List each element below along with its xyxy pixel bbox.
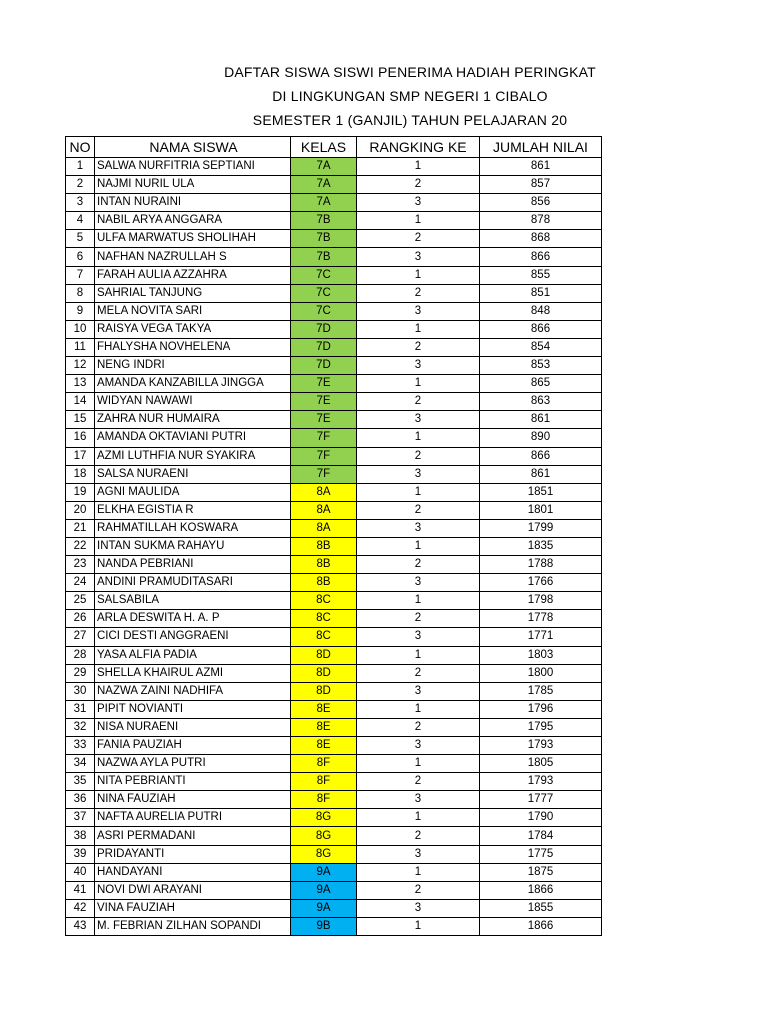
table-body [66, 158, 602, 936]
row-jumlah-nilai: 1800 [480, 664, 602, 682]
row-rangking: 1 [357, 429, 480, 447]
row-kelas: 8F [291, 791, 357, 809]
row-jumlah-nilai: 1795 [480, 718, 602, 736]
row-no: 31 [66, 700, 95, 718]
table-row [66, 176, 602, 194]
row-jumlah-nilai: 1796 [480, 700, 602, 718]
row-kelas: 8B [291, 574, 357, 592]
row-kelas: 7D [291, 320, 357, 338]
table-row [66, 447, 602, 465]
table-row [66, 827, 602, 845]
row-nama: NAJMI NURIL ULA [95, 176, 291, 194]
row-rangking: 1 [357, 320, 480, 338]
row-nama: ELKHA EGISTIA R [95, 501, 291, 519]
row-kelas: 7C [291, 302, 357, 320]
row-jumlah-nilai: 890 [480, 429, 602, 447]
row-nama: WIDYAN NAWAWI [95, 393, 291, 411]
row-no: 29 [66, 664, 95, 682]
table-row [66, 266, 602, 284]
table-row [66, 592, 602, 610]
table-row [66, 338, 602, 356]
row-no: 5 [66, 230, 95, 248]
header-rangking: RANGKING KE [357, 137, 480, 158]
row-kelas: 7B [291, 248, 357, 266]
table-row [66, 682, 602, 700]
row-rangking: 2 [357, 230, 480, 248]
title-line-3: SEMESTER 1 (GANJIL) TAHUN PELAJARAN 20 [252, 112, 568, 128]
row-jumlah-nilai: 1788 [480, 556, 602, 574]
row-no: 11 [66, 338, 95, 356]
row-jumlah-nilai: 1803 [480, 646, 602, 664]
table-row [66, 845, 602, 863]
row-no: 12 [66, 357, 95, 375]
row-no: 42 [66, 899, 95, 917]
table-row [66, 773, 602, 791]
row-rangking: 1 [357, 212, 480, 230]
row-nama: AGNI MAULIDA [95, 483, 291, 501]
row-no: 4 [66, 212, 95, 230]
table-row [66, 917, 602, 935]
row-no: 9 [66, 302, 95, 320]
row-kelas: 7C [291, 284, 357, 302]
row-nama: CICI DESTI ANGGRAENI [95, 628, 291, 646]
row-jumlah-nilai: 1793 [480, 737, 602, 755]
row-kelas: 8B [291, 537, 357, 555]
table-row [66, 429, 602, 447]
row-rangking: 3 [357, 248, 480, 266]
row-kelas: 8A [291, 483, 357, 501]
row-no: 41 [66, 881, 95, 899]
row-rangking: 2 [357, 284, 480, 302]
row-rangking: 1 [357, 483, 480, 501]
row-jumlah-nilai: 1785 [480, 682, 602, 700]
table-row [66, 899, 602, 917]
row-jumlah-nilai: 853 [480, 357, 602, 375]
row-kelas: 8C [291, 592, 357, 610]
table-row [66, 212, 602, 230]
row-rangking: 1 [357, 375, 480, 393]
row-rangking: 2 [357, 881, 480, 899]
row-jumlah-nilai: 1866 [480, 881, 602, 899]
row-jumlah-nilai: 1798 [480, 592, 602, 610]
row-nama: PIPIT NOVIANTI [95, 700, 291, 718]
row-no: 22 [66, 537, 95, 555]
row-jumlah-nilai: 855 [480, 266, 602, 284]
row-nama: SHELLA KHAIRUL AZMI [95, 664, 291, 682]
row-kelas: 7C [291, 266, 357, 284]
row-kelas: 7E [291, 375, 357, 393]
row-jumlah-nilai: 1778 [480, 610, 602, 628]
row-kelas: 9A [291, 899, 357, 917]
row-nama: VINA FAUZIAH [95, 899, 291, 917]
row-no: 25 [66, 592, 95, 610]
row-rangking: 2 [357, 176, 480, 194]
row-nama: RAISYA VEGA TAKYA [95, 320, 291, 338]
row-jumlah-nilai: 1866 [480, 917, 602, 935]
row-rangking: 2 [357, 773, 480, 791]
row-nama: INTAN SUKMA RAHAYU [95, 537, 291, 555]
row-no: 10 [66, 320, 95, 338]
row-no: 21 [66, 519, 95, 537]
row-no: 35 [66, 773, 95, 791]
row-kelas: 8G [291, 809, 357, 827]
row-jumlah-nilai: 1835 [480, 537, 602, 555]
row-kelas: 7F [291, 447, 357, 465]
row-jumlah-nilai: 1790 [480, 809, 602, 827]
row-rangking: 1 [357, 700, 480, 718]
row-nama: NAFHAN NAZRULLAH S [95, 248, 291, 266]
row-jumlah-nilai: 848 [480, 302, 602, 320]
title-line-1: DAFTAR SISWA SISWI PENERIMA HADIAH PERINGKAT [224, 64, 596, 80]
table-row [66, 556, 602, 574]
row-jumlah-nilai: 856 [480, 194, 602, 212]
row-no: 7 [66, 266, 95, 284]
row-no: 15 [66, 411, 95, 429]
row-rangking: 3 [357, 302, 480, 320]
row-rangking: 1 [357, 863, 480, 881]
row-rangking: 3 [357, 628, 480, 646]
table-row [66, 284, 602, 302]
row-nama: FANIA PAUZIAH [95, 737, 291, 755]
row-nama: ASRI PERMADANI [95, 827, 291, 845]
row-nama: NANDA PEBRIANI [95, 556, 291, 574]
row-kelas: 7A [291, 194, 357, 212]
row-nama: YASA ALFIA PADIA [95, 646, 291, 664]
row-rangking: 3 [357, 737, 480, 755]
row-kelas: 7F [291, 429, 357, 447]
row-nama: NAZWA AYLA PUTRI [95, 755, 291, 773]
row-no: 39 [66, 845, 95, 863]
table-row [66, 375, 602, 393]
title-line-2: DI LINGKUNGAN SMP NEGERI 1 CIBALO [272, 88, 548, 104]
row-nama: AMANDA KANZABILLA JINGGA [95, 375, 291, 393]
row-jumlah-nilai: 857 [480, 176, 602, 194]
row-rangking: 2 [357, 827, 480, 845]
table-row [66, 411, 602, 429]
row-jumlah-nilai: 868 [480, 230, 602, 248]
row-rangking: 3 [357, 411, 480, 429]
row-nama: NINA FAUZIAH [95, 791, 291, 809]
row-kelas: 8D [291, 682, 357, 700]
row-no: 20 [66, 501, 95, 519]
row-nama: NABIL ARYA ANGGARA [95, 212, 291, 230]
table-row [66, 158, 602, 176]
row-no: 36 [66, 791, 95, 809]
row-nama: AZMI LUTHFIA NUR SYAKIRA [95, 447, 291, 465]
header-nama-siswa: NAMA SISWA [95, 137, 291, 158]
row-jumlah-nilai: 1784 [480, 827, 602, 845]
row-rangking: 3 [357, 899, 480, 917]
row-rangking: 1 [357, 266, 480, 284]
document-header [0, 60, 603, 134]
row-nama: SALSABILA [95, 592, 291, 610]
row-rangking: 1 [357, 592, 480, 610]
row-no: 2 [66, 176, 95, 194]
row-kelas: 8C [291, 610, 357, 628]
row-nama: FHALYSHA NOVHELENA [95, 338, 291, 356]
row-kelas: 7B [291, 230, 357, 248]
table-row [66, 320, 602, 338]
table-row [66, 809, 602, 827]
row-jumlah-nilai: 1875 [480, 863, 602, 881]
row-jumlah-nilai: 1775 [480, 845, 602, 863]
row-no: 34 [66, 755, 95, 773]
header-no: NO [66, 137, 95, 158]
table-row [66, 248, 602, 266]
row-rangking: 1 [357, 537, 480, 555]
row-no: 38 [66, 827, 95, 845]
row-jumlah-nilai: 863 [480, 393, 602, 411]
row-rangking: 3 [357, 845, 480, 863]
row-nama: FARAH AULIA AZZAHRA [95, 266, 291, 284]
row-no: 30 [66, 682, 95, 700]
table-row [66, 755, 602, 773]
row-kelas: 7A [291, 158, 357, 176]
row-jumlah-nilai: 1855 [480, 899, 602, 917]
row-kelas: 8A [291, 501, 357, 519]
row-kelas: 8A [291, 519, 357, 537]
row-no: 6 [66, 248, 95, 266]
row-jumlah-nilai: 861 [480, 411, 602, 429]
row-jumlah-nilai: 878 [480, 212, 602, 230]
row-kelas: 9B [291, 917, 357, 935]
row-nama: MELA NOVITA SARI [95, 302, 291, 320]
row-nama: AMANDA OKTAVIANI PUTRI [95, 429, 291, 447]
row-kelas: 7B [291, 212, 357, 230]
row-nama: ANDINI PRAMUDITASARI [95, 574, 291, 592]
row-rangking: 3 [357, 519, 480, 537]
row-nama: NITA PEBRIANTI [95, 773, 291, 791]
row-kelas: 8F [291, 773, 357, 791]
table-row [66, 483, 602, 501]
row-rangking: 3 [357, 682, 480, 700]
table-row [66, 610, 602, 628]
row-kelas: 9A [291, 881, 357, 899]
row-kelas: 7A [291, 176, 357, 194]
row-rangking: 1 [357, 917, 480, 935]
row-kelas: 7E [291, 411, 357, 429]
row-rangking: 2 [357, 664, 480, 682]
row-jumlah-nilai: 1771 [480, 628, 602, 646]
table-row [66, 628, 602, 646]
row-rangking: 2 [357, 338, 480, 356]
row-no: 43 [66, 917, 95, 935]
row-no: 40 [66, 863, 95, 881]
row-nama: INTAN NURAINI [95, 194, 291, 212]
row-nama: NISA NURAENI [95, 718, 291, 736]
table-row [66, 718, 602, 736]
row-jumlah-nilai: 1799 [480, 519, 602, 537]
row-nama: PRIDAYANTI [95, 845, 291, 863]
header-kelas: KELAS [291, 137, 357, 158]
header-jumlah-nilai: JUMLAH NILAI [480, 137, 602, 158]
row-rangking: 3 [357, 465, 480, 483]
table-header-row [66, 137, 602, 158]
row-rangking: 3 [357, 194, 480, 212]
table-row [66, 230, 602, 248]
row-rangking: 2 [357, 718, 480, 736]
row-rangking: 1 [357, 755, 480, 773]
table-row [66, 646, 602, 664]
row-rangking: 1 [357, 646, 480, 664]
row-jumlah-nilai: 866 [480, 320, 602, 338]
row-jumlah-nilai: 854 [480, 338, 602, 356]
table-row [66, 574, 602, 592]
row-rangking: 1 [357, 809, 480, 827]
row-no: 24 [66, 574, 95, 592]
table-row [66, 519, 602, 537]
row-kelas: 7F [291, 465, 357, 483]
row-nama: ZAHRA NUR HUMAIRA [95, 411, 291, 429]
row-jumlah-nilai: 865 [480, 375, 602, 393]
row-jumlah-nilai: 1851 [480, 483, 602, 501]
row-rangking: 3 [357, 791, 480, 809]
row-no: 17 [66, 447, 95, 465]
row-no: 14 [66, 393, 95, 411]
row-no: 1 [66, 158, 95, 176]
row-no: 23 [66, 556, 95, 574]
table-row [66, 465, 602, 483]
row-no: 16 [66, 429, 95, 447]
row-kelas: 8G [291, 827, 357, 845]
row-rangking: 2 [357, 393, 480, 411]
row-nama: SALWA NURFITRIA SEPTIANI [95, 158, 291, 176]
row-nama: RAHMATILLAH KOSWARA [95, 519, 291, 537]
row-no: 37 [66, 809, 95, 827]
row-no: 28 [66, 646, 95, 664]
row-rangking: 2 [357, 501, 480, 519]
table-row [66, 700, 602, 718]
table-row [66, 791, 602, 809]
row-kelas: 9A [291, 863, 357, 881]
row-no: 8 [66, 284, 95, 302]
row-jumlah-nilai: 1793 [480, 773, 602, 791]
row-nama: ULFA MARWATUS SHOLIHAH [95, 230, 291, 248]
row-no: 33 [66, 737, 95, 755]
row-kelas: 8E [291, 737, 357, 755]
row-nama: NAZWA ZAINI NADHIFA [95, 682, 291, 700]
row-rangking: 2 [357, 610, 480, 628]
row-nama: SAHRIAL TANJUNG [95, 284, 291, 302]
row-jumlah-nilai: 1801 [480, 501, 602, 519]
table-row [66, 501, 602, 519]
row-no: 27 [66, 628, 95, 646]
student-ranking-table [65, 136, 602, 936]
table-row [66, 537, 602, 555]
row-kelas: 8B [291, 556, 357, 574]
row-rangking: 2 [357, 447, 480, 465]
row-jumlah-nilai: 861 [480, 465, 602, 483]
row-nama: NENG INDRI [95, 357, 291, 375]
row-rangking: 3 [357, 357, 480, 375]
row-jumlah-nilai: 1766 [480, 574, 602, 592]
row-nama: M. FEBRIAN ZILHAN SOPANDI [95, 917, 291, 935]
row-jumlah-nilai: 866 [480, 248, 602, 266]
row-jumlah-nilai: 1805 [480, 755, 602, 773]
row-jumlah-nilai: 861 [480, 158, 602, 176]
row-nama: HANDAYANI [95, 863, 291, 881]
table-row [66, 737, 602, 755]
row-no: 13 [66, 375, 95, 393]
table-row [66, 357, 602, 375]
row-kelas: 7D [291, 357, 357, 375]
table-row [66, 194, 602, 212]
row-jumlah-nilai: 851 [480, 284, 602, 302]
row-rangking: 3 [357, 574, 480, 592]
row-no: 19 [66, 483, 95, 501]
row-kelas: 8D [291, 664, 357, 682]
row-no: 32 [66, 718, 95, 736]
table-row [66, 393, 602, 411]
row-kelas: 8D [291, 646, 357, 664]
row-rangking: 2 [357, 556, 480, 574]
row-nama: NOVI DWI ARAYANI [95, 881, 291, 899]
row-no: 18 [66, 465, 95, 483]
row-kelas: 8F [291, 755, 357, 773]
row-kelas: 8E [291, 718, 357, 736]
row-rangking: 1 [357, 158, 480, 176]
row-nama: ARLA DESWITA H. A. P [95, 610, 291, 628]
row-jumlah-nilai: 866 [480, 447, 602, 465]
table-row [66, 302, 602, 320]
row-no: 3 [66, 194, 95, 212]
table-row [66, 881, 602, 899]
row-kelas: 8C [291, 628, 357, 646]
row-kelas: 7D [291, 338, 357, 356]
row-nama: SALSA NURAENI [95, 465, 291, 483]
row-kelas: 8E [291, 700, 357, 718]
table-row [66, 863, 602, 881]
table-row [66, 664, 602, 682]
row-jumlah-nilai: 1777 [480, 791, 602, 809]
row-kelas: 7E [291, 393, 357, 411]
row-kelas: 8G [291, 845, 357, 863]
row-no: 26 [66, 610, 95, 628]
row-nama: NAFTA AURELIA PUTRI [95, 809, 291, 827]
